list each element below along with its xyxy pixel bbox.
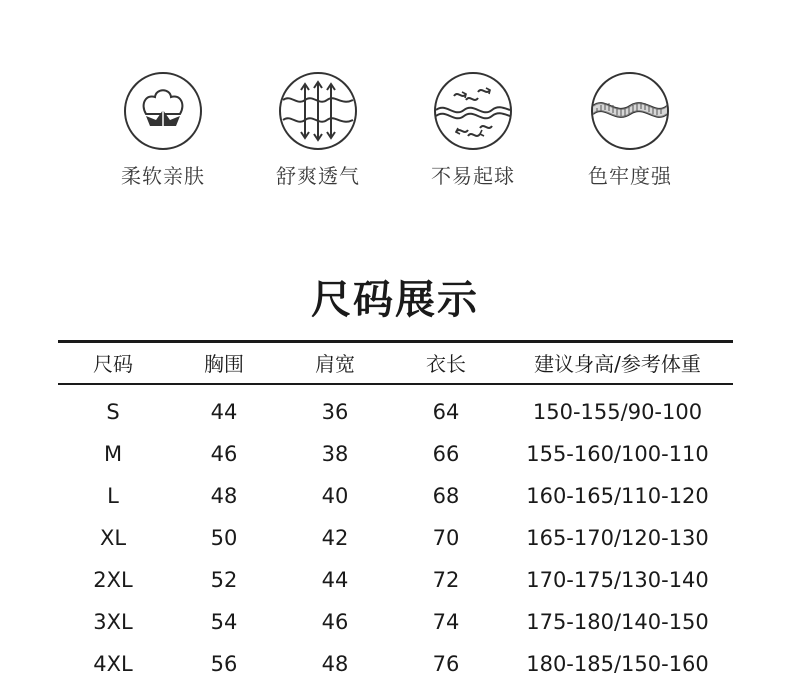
cell-chest: 48: [210, 483, 238, 508]
breathable-waves-icon: [277, 70, 359, 152]
cell-height-weight: 175-180/140-150: [526, 609, 709, 634]
cell-size: S: [106, 399, 120, 424]
feature-soft: [83, 70, 243, 189]
cell-height-weight: 165-170/120-130: [526, 525, 709, 550]
table-row: [58, 433, 733, 475]
cell-height-weight: 160-165/110-120: [526, 483, 709, 508]
cell-height-weight: 155-160/100-110: [526, 441, 709, 466]
cell-length: 68: [432, 483, 460, 508]
cell-chest: 44: [210, 399, 238, 424]
cell-chest: 52: [210, 567, 238, 592]
feature-colorfast: [550, 70, 710, 189]
header-length: 衣长: [390, 342, 502, 384]
feature-icons-row: [0, 70, 790, 190]
cell-length: 72: [432, 567, 460, 592]
cell-size: XL: [99, 525, 127, 550]
cell-chest: 54: [210, 609, 238, 634]
cell-length: 64: [432, 399, 460, 424]
cell-length: 66: [432, 441, 460, 466]
size-chart-title: 尺码展示: [311, 277, 479, 323]
anti-pilling-icon: [432, 70, 514, 152]
header-height-weight: 建议身高/参考体重: [502, 342, 733, 384]
cell-length: 74: [432, 609, 460, 634]
cell-shoulder: 44: [321, 567, 349, 592]
size-table: [58, 340, 733, 685]
table-row: [58, 384, 733, 433]
header-shoulder: 肩宽: [280, 342, 390, 384]
cell-shoulder: 40: [321, 483, 349, 508]
cell-size: L: [107, 483, 119, 508]
cell-height-weight: 150-155/90-100: [532, 399, 703, 424]
table-row: [58, 601, 733, 643]
cell-length: 76: [432, 651, 460, 676]
table-header-row: [58, 342, 733, 384]
cell-chest: 56: [210, 651, 238, 676]
cell-size: 3XL: [93, 609, 133, 634]
cell-shoulder: 36: [321, 399, 349, 424]
table-row: [58, 643, 733, 685]
feature-anti-pilling-label: 不易起球: [431, 164, 515, 188]
table-row: [58, 517, 733, 559]
cell-shoulder: 48: [321, 651, 349, 676]
cell-size: M: [103, 441, 123, 466]
feature-breathable: [238, 70, 398, 189]
table-row: [58, 475, 733, 517]
cell-chest: 50: [210, 525, 238, 550]
feature-anti-pilling: [393, 70, 553, 189]
feature-breathable-label: 舒爽透气: [276, 164, 360, 188]
cell-size: 4XL: [93, 651, 133, 676]
cell-height-weight: 170-175/130-140: [526, 567, 709, 592]
cotton-flower-icon: [122, 70, 204, 152]
cell-height-weight: 180-185/150-160: [526, 651, 709, 676]
table-row: [58, 559, 733, 601]
header-size: 尺码: [58, 342, 168, 384]
cell-shoulder: 46: [321, 609, 349, 634]
cell-shoulder: 42: [321, 525, 349, 550]
header-chest: 胸围: [168, 342, 280, 384]
cell-size: 2XL: [93, 567, 133, 592]
cell-shoulder: 38: [321, 441, 349, 466]
cell-chest: 46: [210, 441, 238, 466]
feature-soft-label: 柔软亲肤: [121, 164, 205, 188]
color-fastness-icon: [589, 70, 671, 152]
cell-length: 70: [432, 525, 460, 550]
feature-colorfast-label: 色牢度强: [588, 164, 672, 188]
